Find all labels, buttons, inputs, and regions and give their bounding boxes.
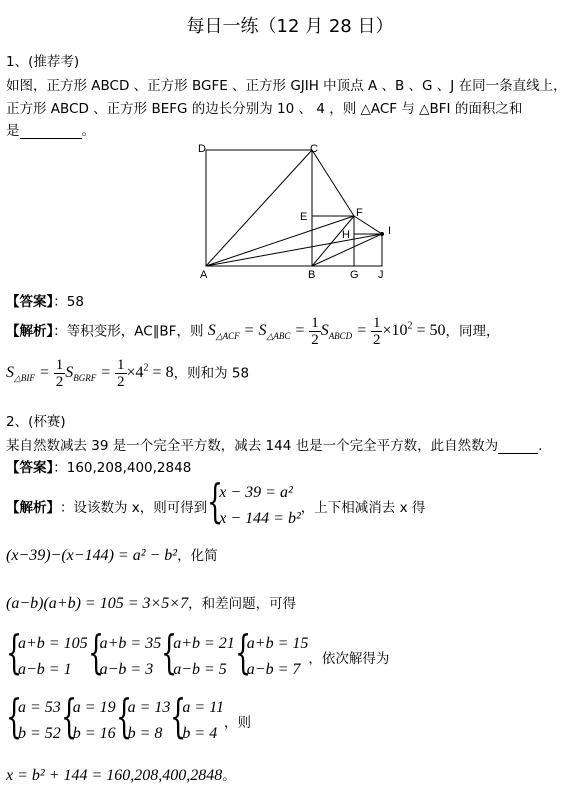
q1-analysis-text: ：等积变形，AC∥BF，则 (53, 323, 204, 340)
q2-analysis-label: 【解析】 (6, 500, 60, 516)
equation-system: { a+b = 35 a−b = 3 (87, 625, 162, 679)
label-b: B (308, 269, 316, 280)
q2-header: 2、(杯赛) (6, 414, 66, 430)
q2-answer-value: ：160,208,400,2848 (53, 460, 192, 476)
q2-step2-note: ，和差问题，可得 (188, 596, 297, 612)
q2-text (6, 434, 542, 454)
solution-system: { a = 53 b = 52 (6, 689, 61, 743)
segment-cf (312, 150, 354, 216)
label-j: J (378, 269, 384, 280)
label-f: F (356, 207, 363, 219)
q2-systems-row (6, 625, 390, 684)
q2-answer-label: 【答案】 (6, 460, 54, 476)
q2-step1-equation: (x−39)−(x−144) = a² − b² (6, 547, 178, 564)
label-e: E (300, 211, 308, 223)
q2-solutions-note: ，则 (224, 715, 251, 731)
q1-area-equation: $S_{\triangle ACF} = S_{\triangle ABC}$ = (207, 322, 310, 342)
q1-text-line2: 正方形 ABCD 、正方形 BEFG 的边长分别为 10 、 4 ，则 △ACF 与 △BFI 的面积之和 (6, 101, 523, 117)
q1-answer-label: 【答案】 (6, 294, 54, 310)
q1-text-line3 (6, 119, 95, 139)
fraction-half: $\frac{1}{2}$ (55, 356, 64, 390)
point-i (380, 232, 384, 236)
q2-analysis-intro: ：设该数为 x，则可得到 (60, 500, 208, 516)
q1-analysis-line2: $S_{\triangle BIF}$ = $\frac{1}{2}$ $S_{BGRF}$ = $\frac{1}{2}$ $\times 4^2 = 8$，则和为 58 (6, 356, 250, 390)
equation-system: { a+b = 21 a−b = 5 (161, 625, 235, 679)
q2-step1-note: ，化简 (177, 548, 218, 564)
label-c: C (310, 143, 318, 155)
q2-step2-equation: (a−b)(a+b) = 105 = 3×5×7 (6, 595, 189, 612)
q2-step1 (6, 544, 218, 565)
solution-system: { a = 13 b = 8 (115, 689, 171, 743)
q1-area-equation-2: $S_{\triangle BIF}$ = (6, 364, 54, 384)
q1-geometry-figure (190, 140, 410, 280)
q2-analysis-line1 (6, 474, 426, 532)
fraction-half: $\frac{1}{2}$ (117, 356, 125, 390)
segment-ai (206, 234, 382, 266)
q1-answer-value: ：58 (53, 294, 84, 310)
label-i: I (388, 225, 392, 237)
q1-answer (6, 290, 84, 310)
q1-analysis-line1: 【解析】：等积变形，AC∥BF，则 $S_{\triangle ACF} = S_{\triangle ABC}$ = $\frac{1}{2}$ $S_{ABCD}$ = $\frac{1}{2}$ $\times 10^2 = 50$，同理， (6, 314, 500, 348)
q1-analysis-label: 【解析】 (6, 323, 54, 340)
q2-final (6, 764, 236, 785)
label-d: D (198, 143, 206, 155)
label-g: G (350, 269, 359, 280)
q2-final-equation: x = b² + 144 = 160,208,400,2848 (6, 767, 223, 784)
equation-system: { a+b = 15 a−b = 7 (234, 625, 309, 679)
fraction-half: $\frac{1}{2}$ (372, 314, 381, 348)
q1-text-line1: 如图，正方形 ABCD 、正方形 BGFE 、正方形 GJIH 中顶点 A 、B 、G 、J 在同一条直线上， (6, 78, 567, 94)
page-title: 每日一练（12 月 28 日） (186, 16, 394, 37)
solution-system: { a = 11 b = 4 (170, 689, 224, 743)
q2-step2 (6, 592, 296, 613)
q2-final-end: 。 (222, 768, 236, 784)
solution-system: { a = 19 b = 16 (60, 689, 116, 743)
fraction-half: $\frac{1}{2}$ (311, 314, 319, 348)
q2-answer (6, 456, 191, 476)
equation-system: { a+b = 105 a−b = 1 (6, 625, 88, 679)
q2-systems-note: ，依次解得为 (308, 651, 390, 667)
q1-header: 1、(推荐考) (6, 54, 80, 70)
label-h: H (342, 229, 350, 241)
q2-analysis-after: ，上下相减消去 x 得 (300, 500, 426, 516)
q2-answer-blank (498, 439, 538, 454)
q1-answer-blank (20, 124, 82, 139)
q2-text-body: 某自然数减去 39 是一个完全平方数，减去 144 也是一个完全平方数，此自然数为 (6, 438, 499, 454)
label-a: A (200, 269, 208, 280)
q1-text-suffix: 。 (81, 123, 95, 139)
q2-text-end: . (538, 438, 543, 454)
q2-solutions-row (6, 689, 251, 748)
q1-analysis-similar: ，同理， (445, 323, 500, 340)
equation-system-initial: { x − 39 = a² x − 144 = b² (207, 474, 301, 528)
q1-text-prefix: 是 (6, 123, 20, 139)
q1-analysis-sum: ，则和为 58 (173, 365, 250, 382)
